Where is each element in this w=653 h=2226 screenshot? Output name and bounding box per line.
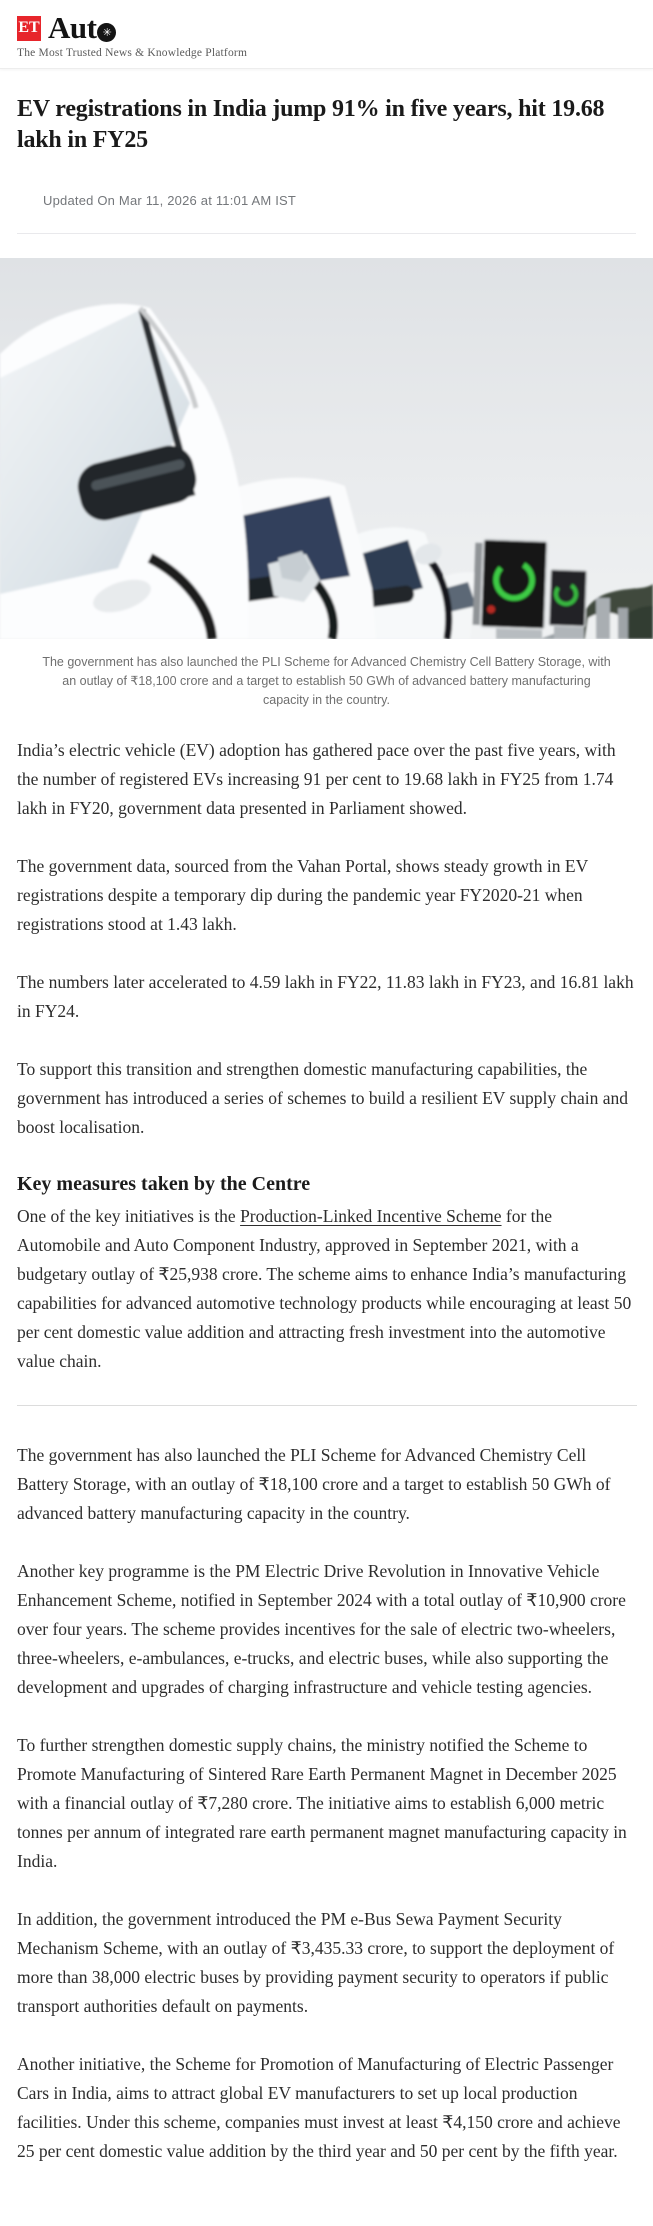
paragraph-pli-scheme xyxy=(17,1202,637,1376)
section-heading: Key measures taken by the Centre xyxy=(17,1172,311,1195)
paragraph-spmepci: Another initiative, the Scheme for Promotion of Manufacturing of Electric Passenger Cars in India, aims to attract global EV manufacturers to set up local production facilities. Under this scheme, companies must invest at least ₹4,150 crore and achieve 25 per cent domestic value addition by the third year and 50 per cent by the fifth year. xyxy=(17,2053,621,2161)
photo-caption: The government has also launched the PLI Scheme for Advanced Chemistry Cell Battery Storage, with an outlay of ₹18,100 crore and a target to establish 50 GWh of advanced battery manufacturing capacity in the country. xyxy=(42,654,611,707)
updated-timestamp: Updated On Mar 11, 2026 at 11:01 AM IST xyxy=(43,192,297,208)
wheel-icon: ✳ xyxy=(97,23,116,42)
etauto-logo[interactable] xyxy=(17,10,636,45)
paragraph-pm-edrive: Another key programme is the PM Electric Drive Revolution in Innovative Vehicle Enhancement Scheme, notified in September 2024 with a total outlay of ₹10,900 crore over four years. The scheme provides incentives for the sale of electric two-wheelers, three-wheelers, e-ambulances, e-trucks, and electric buses, while also supporting the development and upgrades of charging infrastructure and vehicle testing agencies. xyxy=(17,1560,626,1697)
logo-text: Aut xyxy=(48,10,97,45)
paragraph-acceleration: The numbers later accelerated to 4.59 lakh in FY22, 11.83 lakh in FY23, and 16.81 lakh in FY24. xyxy=(17,971,634,1021)
article-body xyxy=(17,736,637,2166)
paragraph-vahan-data: The government data, sourced from the Vahan Portal, shows steady growth in EV registrations despite a temporary dip during the pandemic year FY2020-21 when registrations stood at 1.43 lakh. xyxy=(17,855,588,934)
pli-text-after: for the Automobile and Auto Component Industry, approved in September 2021, with a budgetary outlay of ₹25,938 crore. The scheme aims to enhance India’s manufacturing capabilities for advanced automotive technology products while encouraging at least 50 per cent domestic value addition and attracting fresh investment into the automotive value chain. xyxy=(17,1205,632,1371)
section-divider xyxy=(17,1405,637,1406)
paragraph-adoption: India’s electric vehicle (EV) adoption has gathered pace over the past five years, with the number of registered EVs increasing 91 per cent to 19.68 lakh in FY25 from 1.74 lakh in FY20, government data presented in Parliament showed. xyxy=(17,739,616,818)
header-divider xyxy=(17,233,636,234)
paragraph-schemes-intro: To support this transition and strengthen domestic manufacturing capabilities, the government has introduced a series of schemes to build a resilient EV supply chain and boost localisation. xyxy=(17,1058,629,1137)
page-title: EV registrations in India jump 91% in five years, hit 19.68 lakh in FY25 xyxy=(17,95,605,153)
paragraph-rare-earth: To further strengthen domestic supply chains, the ministry notified the Scheme to Promote Manufacturing of Sintered Rare Earth Permanent Magnet in December 2025 with a financial outlay of ₹7,280 crore. The initiative aims to establish 6,000 metric tonnes per annum of integrated rare earth permanent magnet manufacturing capacity in India. xyxy=(17,1734,627,1871)
et-badge: ET xyxy=(17,16,41,41)
brand-tagline: The Most Trusted News & Knowledge Platform xyxy=(17,46,248,59)
paragraph-acc-battery: The government has also launched the PLI Scheme for Advanced Chemistry Cell Battery Storage, with an outlay of ₹18,100 crore and a target to establish 50 GWh of advanced battery manufacturing capacity in the country. xyxy=(17,1444,611,1523)
paragraph-ebus-sewa: In addition, the government introduced the PM e-Bus Sewa Payment Security Mechanism Scheme, with an outlay of ₹3,435.33 crore, to support the deployment of more than 38,000 electric buses by providing payment security to operators if public transport authorities default on payments. xyxy=(17,1908,615,2016)
pli-scheme-link[interactable]: Production-Linked Incentive Scheme xyxy=(240,1205,502,1226)
logo-wordmark xyxy=(48,10,116,45)
ev-charging-photo xyxy=(0,258,653,639)
site-header xyxy=(0,0,653,69)
hero-figure xyxy=(0,258,653,710)
article xyxy=(0,94,653,2166)
pli-text-before: One of the key initiatives is the xyxy=(17,1205,241,1226)
